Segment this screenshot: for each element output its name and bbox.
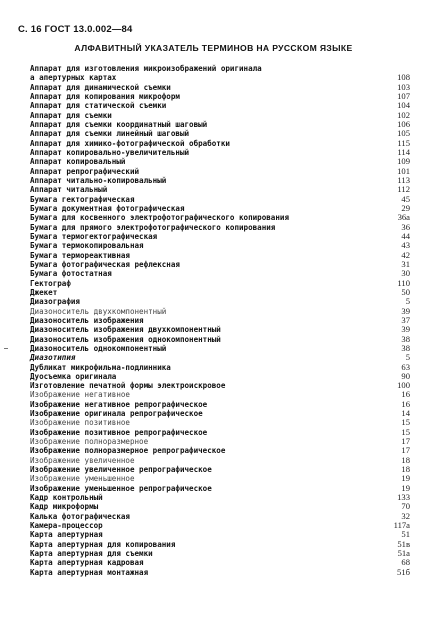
page-title: АЛФАВИТНЫЙ УКАЗАТЕЛЬ ТЕРМИНОВ НА РУССКОМ ЯЗЫКЕ	[74, 43, 353, 53]
index-page-number: 109	[397, 156, 410, 167]
index-term: Изображение уменьшенное репрографическое	[30, 483, 212, 493]
index-page-number: 19	[401, 482, 410, 493]
index-term: Кадр микроформы	[30, 502, 99, 512]
index-entry	[30, 232, 410, 241]
index-page-number: 103	[397, 81, 410, 92]
index-entry	[30, 223, 410, 232]
index-page-number: 42	[401, 249, 410, 260]
index-page-number: 36а	[397, 212, 410, 223]
index-page-number: 133	[397, 492, 410, 503]
index-page-number: 43	[401, 240, 410, 251]
index-page-number: 5	[405, 296, 410, 307]
index-term: Бумага фотостатная	[30, 269, 112, 279]
index-page-number: 16	[401, 389, 410, 400]
index-term: Изображение полноразмерное	[30, 437, 149, 447]
index-term: Аппарат копировальный	[30, 157, 126, 167]
index-page-number: 101	[397, 165, 410, 176]
index-entry	[30, 120, 410, 129]
index-term: Карта апертурная монтажная	[30, 567, 149, 577]
index-term: Изображение негативное репрографическое	[30, 399, 208, 409]
index-entry	[30, 512, 410, 521]
index-entry	[30, 129, 410, 138]
index-term: Аппарат для химико-фотографической обработки	[30, 138, 230, 148]
index-term: Аппарат репрографический	[30, 166, 140, 176]
index-term: Диазоноситель изображения однокомпонентный	[30, 334, 221, 344]
index-page-number: 105	[397, 128, 410, 139]
index-term: Аппарат копировально-увеличительный	[30, 147, 190, 157]
index-entry	[30, 64, 410, 73]
index-term: Дуосъемка оригинала	[30, 371, 117, 381]
index-page-number: 112	[397, 184, 410, 195]
index-page-number: 30	[401, 268, 410, 279]
index-entry	[30, 260, 410, 269]
index-entry	[30, 418, 410, 427]
index-term: Аппарат для съемки линейный шаговый	[30, 129, 190, 139]
index-page-number: 70	[401, 501, 410, 512]
index-page-number: 17	[401, 445, 410, 456]
index-term: Карта апертурная для копирования	[30, 539, 176, 549]
index-term: Изображение увеличенное репрографическое	[30, 465, 212, 475]
index-term: Диазоноситель двухкомпонентный	[30, 306, 167, 316]
index-entry	[30, 446, 410, 455]
index-entry	[30, 465, 410, 474]
index-term: Диазоноситель однокомпонентный	[30, 343, 167, 353]
index-page-number: 39	[401, 324, 410, 335]
index-page-number: 32	[401, 510, 410, 521]
index-entry	[30, 269, 410, 278]
index-term: Изображение оригинала репрографическое	[30, 409, 203, 419]
index-page-number: 14	[401, 408, 410, 419]
index-term: Аппарат для динамической съемки	[30, 82, 171, 92]
index-term: Аппарат для статической съемки	[30, 101, 167, 111]
index-entry	[30, 148, 410, 157]
index-term: Изображение позитивное репрографическое	[30, 427, 208, 437]
index-term: Аппарат читально-копировальный	[30, 175, 167, 185]
index-term: Изображение негативное	[30, 390, 130, 400]
index-entry	[30, 381, 410, 390]
index-page-number: 51б	[397, 566, 410, 577]
index-term: Изображение позитивное	[30, 418, 130, 428]
index-entry	[30, 101, 410, 110]
index-entry	[30, 400, 410, 409]
index-term: Бумага для прямого электрофотографического копирования	[30, 222, 276, 232]
index-term: Аппарат для съемки	[30, 110, 112, 120]
index-entry	[30, 139, 410, 148]
index-term: Бумага фотографическая рефлексная	[30, 259, 180, 269]
index-entry	[30, 409, 410, 418]
index-entry	[30, 157, 410, 166]
index-entry	[30, 185, 410, 194]
index-entry	[30, 493, 410, 502]
index-term: а апертурных картах	[30, 73, 117, 83]
index-entry	[30, 363, 410, 372]
index-page-number: 44	[401, 230, 410, 241]
index-page-number: 51	[401, 529, 410, 540]
index-term: Диазография	[30, 297, 80, 307]
index-entry	[30, 484, 410, 493]
margin-mark	[4, 348, 8, 349]
index-entry	[30, 241, 410, 250]
index-entry	[30, 325, 410, 334]
index-entry	[30, 437, 410, 446]
index-entry	[30, 167, 410, 176]
index-entry	[30, 521, 410, 530]
index-term: Бумага документная фотографическая	[30, 203, 185, 213]
index-term: Камера-процессор	[30, 521, 103, 531]
index-page-number: 100	[397, 380, 410, 391]
index-entry	[30, 353, 410, 362]
index-entry	[30, 568, 410, 577]
index-page-number: 113	[397, 174, 410, 185]
index-page-number: 18	[401, 464, 410, 475]
index-term: Карта апертурная	[30, 530, 103, 540]
index-entry	[30, 279, 410, 288]
index-entry	[30, 288, 410, 297]
index-page-number: 15	[401, 417, 410, 428]
index-term: Бумага для косвенного электрофотографического копирования	[30, 213, 289, 223]
index-page-number: 107	[397, 90, 410, 101]
index-page-number: 102	[397, 109, 410, 120]
index-term: Диазоноситель изображения двухкомпонентный	[30, 325, 221, 335]
index-entry	[30, 92, 410, 101]
index-term: Джекет	[30, 287, 58, 297]
index-page-number: 36	[401, 221, 410, 232]
index-page-number: 108	[397, 72, 410, 83]
index-term: Аппарат для съемки координатный шаговый	[30, 119, 208, 129]
index-page-number: 37	[401, 314, 410, 325]
index-entry	[30, 204, 410, 213]
index-term: Диазоноситель изображения	[30, 315, 144, 325]
index-page-number: 15	[401, 426, 410, 437]
index-entry	[30, 83, 410, 92]
index-page-number: 51в	[397, 538, 410, 549]
index-page-number: 19	[401, 473, 410, 484]
index-page-number: 115	[397, 137, 410, 148]
index-page-number: 104	[397, 100, 410, 111]
index-term: Бумага термореактивная	[30, 250, 130, 260]
index-term: Карта апертурная для съемки	[30, 549, 153, 559]
index-entry	[30, 344, 410, 353]
index-page-number: 16	[401, 398, 410, 409]
index-entry	[30, 176, 410, 185]
index-page-number: 68	[401, 557, 410, 568]
index-entry	[30, 335, 410, 344]
index-entry	[30, 502, 410, 511]
index-page-number: 90	[401, 370, 410, 381]
index-page-number: 50	[401, 286, 410, 297]
index-page-number: 18	[401, 454, 410, 465]
index-entry	[30, 540, 410, 549]
index-page-number: 106	[397, 118, 410, 129]
term-index-list	[30, 64, 410, 577]
index-entry	[30, 111, 410, 120]
index-entry	[30, 549, 410, 558]
index-entry	[30, 195, 410, 204]
index-page-number: 17	[401, 436, 410, 447]
index-page-number: 38	[401, 333, 410, 344]
index-term: Калька фотографическая	[30, 511, 130, 521]
index-term: Кадр контрольный	[30, 493, 103, 503]
index-term: Дубликат микрофильма-подлинника	[30, 362, 171, 372]
index-entry	[30, 297, 410, 306]
index-entry	[30, 213, 410, 222]
index-term: Аппарат читальный	[30, 185, 108, 195]
index-page-number: 29	[401, 202, 410, 213]
index-page-number: 45	[401, 193, 410, 204]
index-entry	[30, 474, 410, 483]
index-page-number: 117а	[393, 520, 410, 531]
index-page-number: 63	[401, 361, 410, 372]
index-term: Аппарат для изготовления микроизображений оригинала	[30, 64, 262, 73]
index-entry	[30, 456, 410, 465]
index-entry	[30, 316, 410, 325]
index-page-number: 110	[397, 277, 410, 288]
index-term: Бумага термогектографическая	[30, 231, 158, 241]
index-page-number: 31	[401, 258, 410, 269]
index-page-number: 114	[397, 146, 410, 157]
index-entry	[30, 251, 410, 260]
index-entry	[30, 390, 410, 399]
index-term: Гектограф	[30, 278, 71, 288]
index-page-number: 5	[405, 352, 410, 363]
index-term: Аппарат для копирования микроформ	[30, 91, 180, 101]
index-entry	[30, 372, 410, 381]
index-entry	[30, 307, 410, 316]
index-term: Изготовление печатной формы электроискровое	[30, 381, 226, 391]
index-page-number: 51а	[397, 548, 410, 559]
index-entry	[30, 558, 410, 567]
index-term: Бумага термокопировальная	[30, 241, 144, 251]
index-term: Бумага гектографическая	[30, 194, 135, 204]
index-term: Изображение уменьшенное	[30, 474, 135, 484]
index-entry	[30, 73, 410, 82]
running-head: С. 16 ГОСТ 13.0.002—84	[18, 24, 133, 35]
index-entry	[30, 428, 410, 437]
index-term: Карта апертурная кадровая	[30, 558, 144, 568]
index-page-number: 38	[401, 342, 410, 353]
index-term: Изображение полноразмерное репрографическое	[30, 446, 226, 456]
index-term: Изображение увеличенное	[30, 455, 135, 465]
index-page-number: 39	[401, 305, 410, 316]
index-term: Диазотипия	[30, 353, 76, 363]
index-entry	[30, 530, 410, 539]
